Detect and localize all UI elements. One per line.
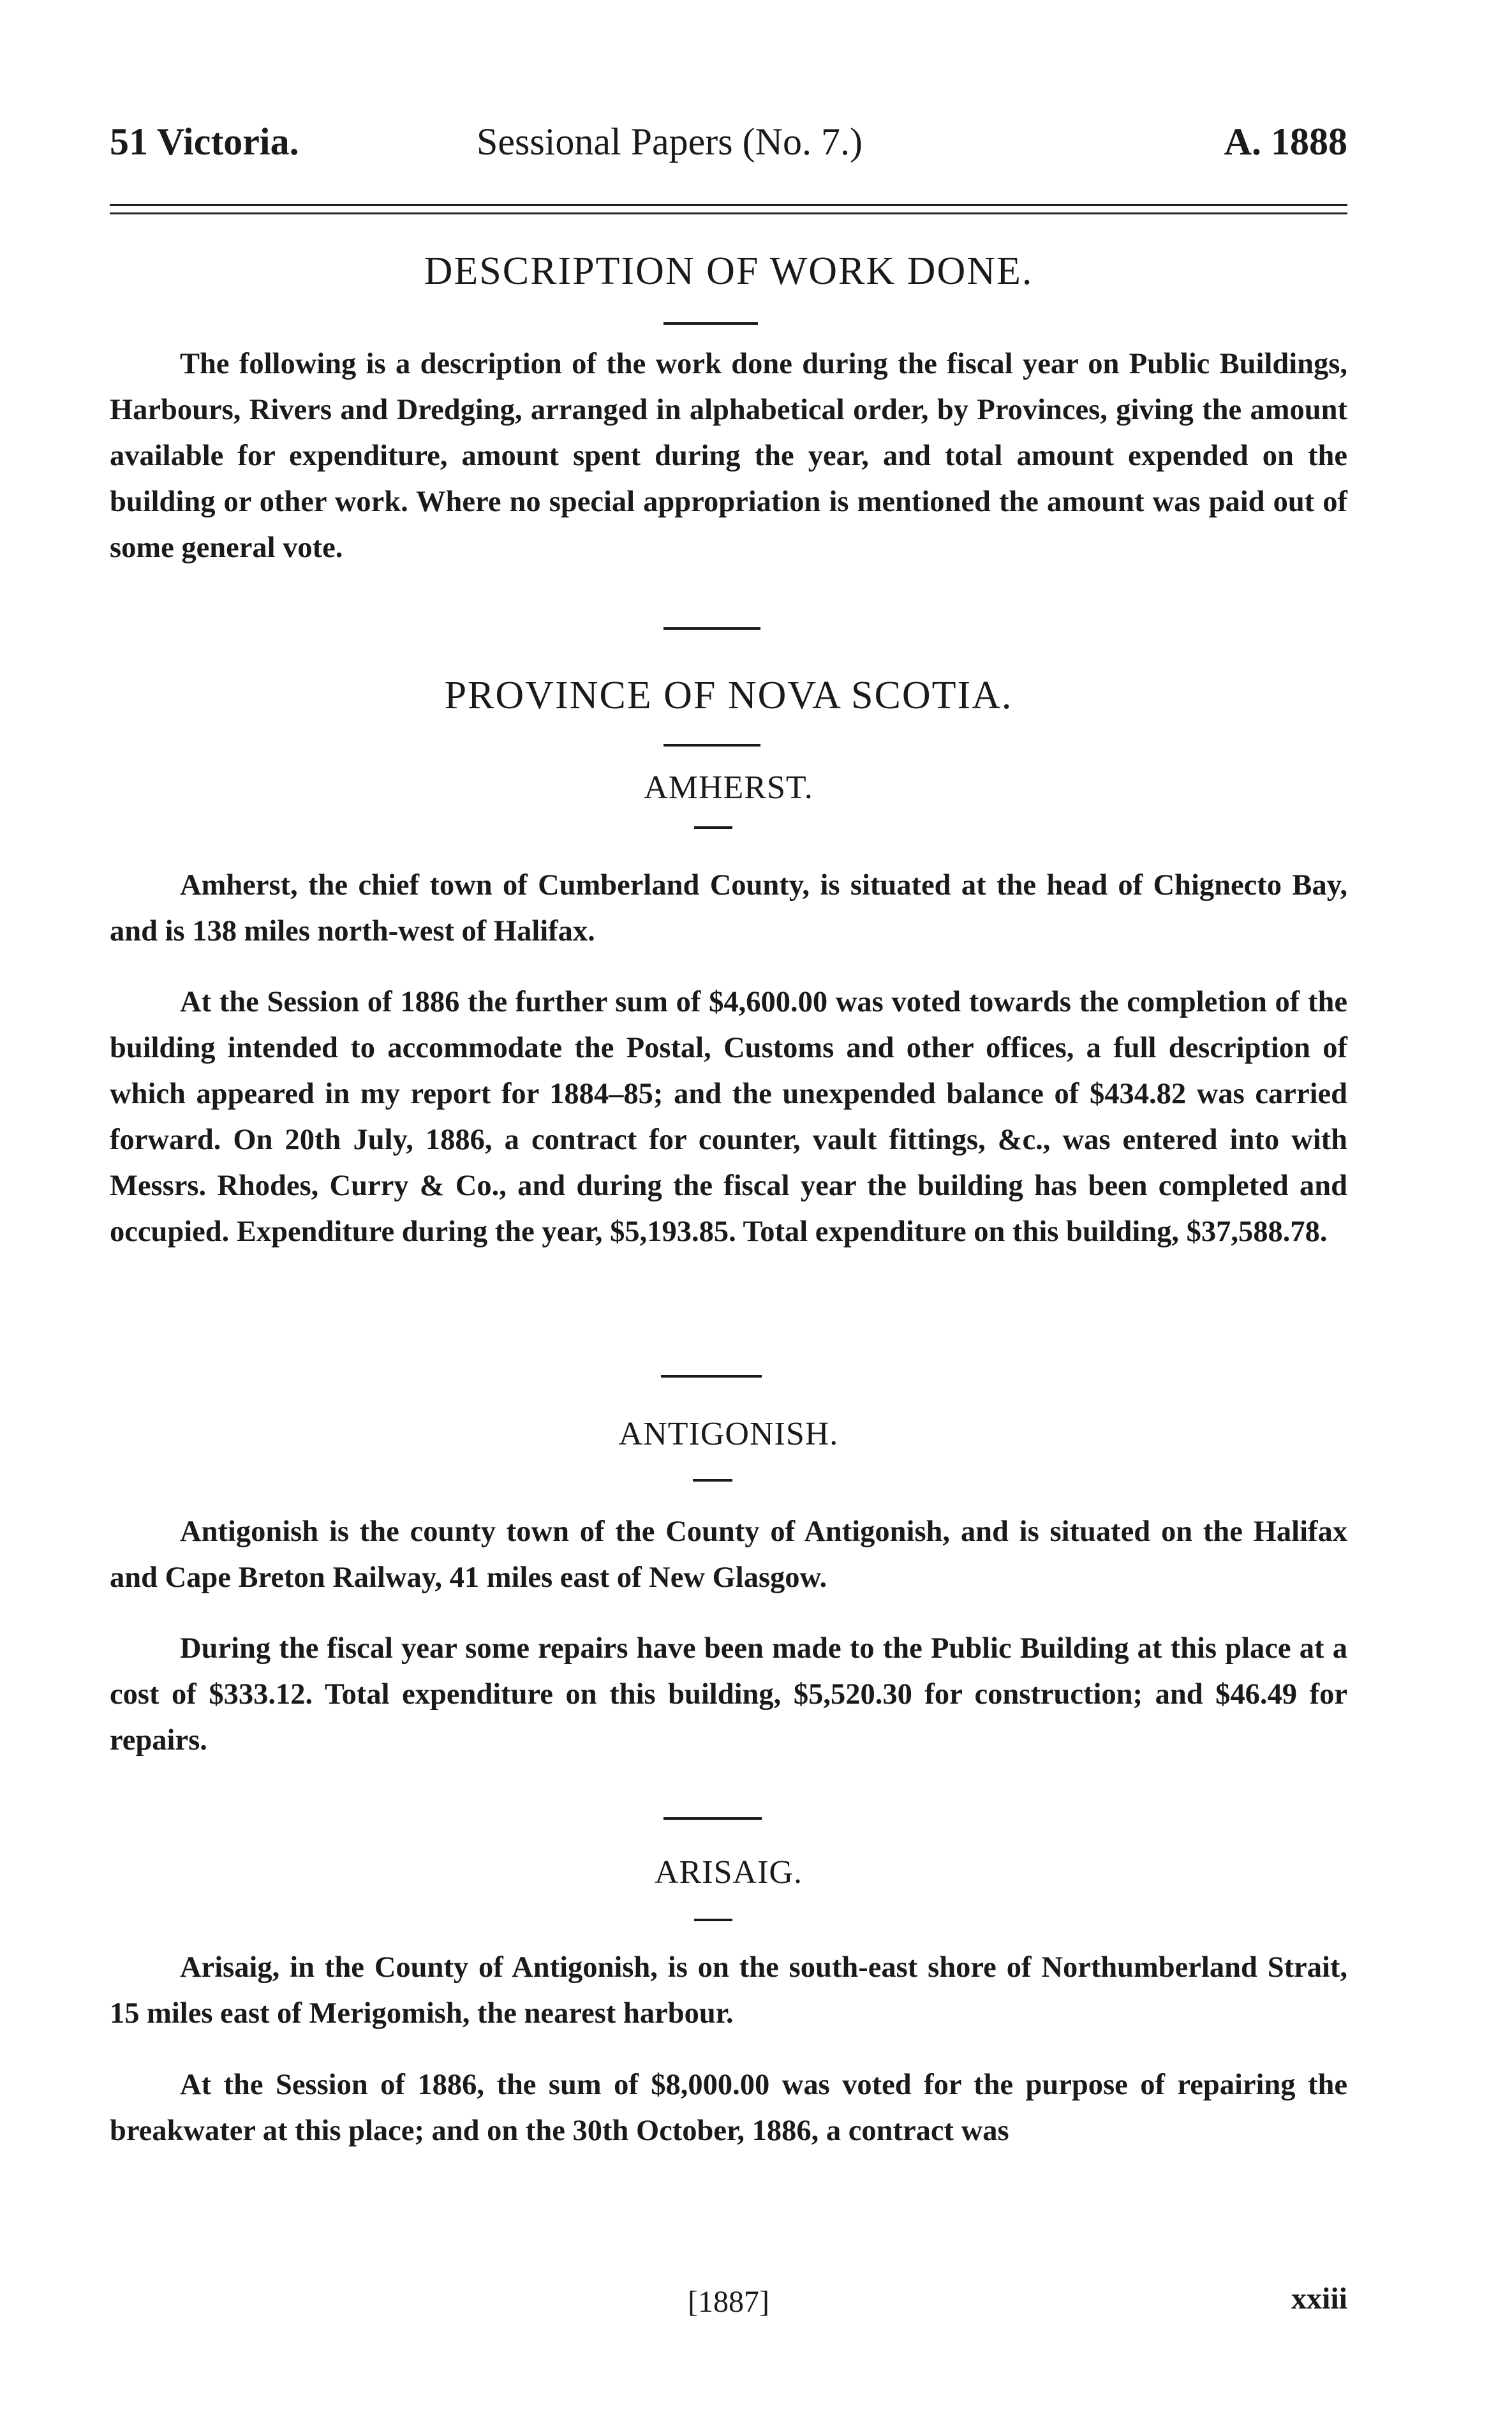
title-divider: [663, 322, 758, 325]
amherst-paragraph-2: At the Session of 1886 the further sum of $4,600.00 was voted towards the completion of the building intended to accommodate the Postal, Customs and other offices, a full description of which appeared in my report for 1884–85; and the unexpended balance of $434.82 was carried forward. On 20th July, 1886, a contract for counter, vault fittings, &c., was entered into with Messrs. Rhodes, Curry & Co., and during the fiscal year the building has been completed and occupied. Expenditure during the year, $5,193.85. Total expenditure on this building, $37,588.78.: [110, 986, 1347, 1248]
province-heading: PROVINCE OF NOVA SCOTIA.: [444, 674, 1013, 717]
arisaig-paragraph-2: At the Session of 1886, the sum of $8,000.00 was voted for the purpose of repairing the breakwater at this place; and on the 30th October, 1886, a contract was: [110, 2069, 1347, 2147]
section-heading-amherst: AMHERST.: [644, 770, 813, 806]
section-divider-amherst: [694, 826, 732, 829]
antigonish-paragraph-2: During the fiscal year some repairs have been made to the Public Building at this place at a cost of $333.12. Total expenditure on this building, $5,520.30 for construction; and $46.49 for repairs.: [110, 1632, 1347, 1757]
section-heading-arisaig: ARISAIG.: [655, 1854, 803, 1891]
header-session: 51 Victoria.: [110, 121, 299, 163]
section-divider-antigonish: [693, 1479, 732, 1482]
province-divider: [663, 744, 760, 747]
arisaig-paragraph-1: Arisaig, in the County of Antigonish, is on the south-east shore of Northumberland Strait, 15 miles east of Merigomish, the nearest harbour.: [110, 1951, 1347, 2030]
intro-paragraph: The following is a description of the work done during the fiscal year on Public Buildings, Harbours, Rivers and Dredging, arranged in alphabetical order, by Provinces, giving the amount available for expenditure, amount spent during the year, and total amount expended on the building or other work. Where no special appropriation is mentioned the amount was paid out of some general vote.: [110, 348, 1347, 564]
intro-divider: [663, 627, 760, 630]
header-paper-number: Sessional Papers (No. 7.): [477, 121, 863, 163]
section-heading-antigonish: ANTIGONISH.: [618, 1416, 839, 1452]
amherst-paragraph-1: Amherst, the chief town of Cumberland County, is situated at the head of Chignecto Bay, and is 138 miles north-west of Halifax.: [110, 869, 1347, 948]
antigonish-end-divider: [663, 1817, 762, 1820]
antigonish-paragraph-1: Antigonish is the county town of the County of Antigonish, and is situated on the Halifax and Cape Breton Railway, 41 miles east of New Glasgow.: [110, 1515, 1347, 1594]
page-folio: xxiii: [1291, 2282, 1347, 2316]
amherst-end-divider: [661, 1375, 762, 1378]
header-year: A. 1888: [1224, 121, 1347, 163]
page-title: DESCRIPTION OF WORK DONE.: [424, 249, 1034, 293]
running-header: [110, 120, 1347, 177]
printer-signature: [1887]: [688, 2285, 769, 2319]
section-divider-arisaig: [694, 1919, 732, 1921]
header-double-rule: [110, 204, 1347, 214]
